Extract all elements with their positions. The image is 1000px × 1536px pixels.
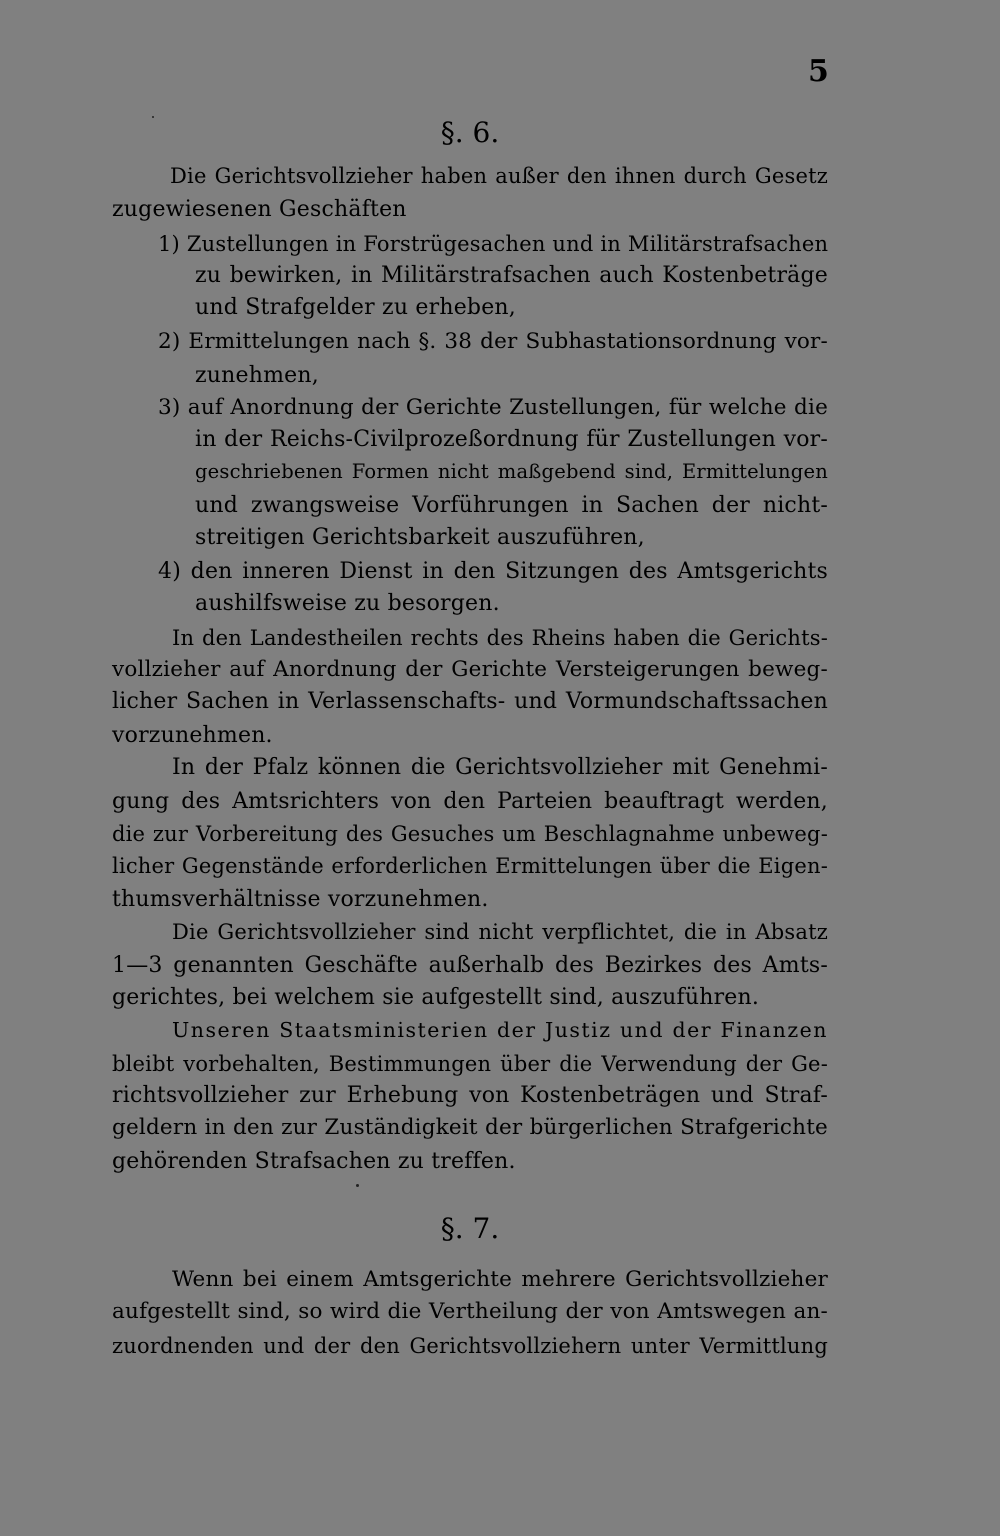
print-speck: [356, 1184, 359, 1187]
section-6-line: in der Reichs-Civilprozeßordnung für Zustellungen vor-: [195, 427, 828, 452]
section-6-line: zunehmen,: [195, 363, 319, 388]
section-6-heading: §. 6.: [440, 116, 500, 149]
section-6-line: 1—3 genannten Geschäfte außerhalb des Bezirkes des Amts-: [112, 953, 828, 978]
section-6-line: licher Gegenstände erforderlichen Ermittelungen über die Eigen-: [112, 854, 828, 878]
section-6-line: Die Gerichtsvollzieher sind nicht verpflichtet, die in Absatz: [172, 920, 828, 944]
section-6-line: streitigen Gerichtsbarkeit auszuführen,: [195, 525, 645, 550]
section-6-line: 4) den inneren Dienst in den Sitzungen des Amtsgerichts: [158, 559, 828, 584]
section-6-line: Unseren Staatsministerien der Justiz und der Finanzen: [172, 1018, 828, 1042]
section-6-line: geschriebenen Formen nicht maßgebend sind, Ermittelungen: [195, 460, 828, 483]
section-6-line: 3) auf Anordnung der Gerichte Zustellungen, für welche die: [158, 395, 828, 420]
section-6-line: und Strafgelder zu erheben,: [195, 295, 516, 320]
section-6-line: 2) Ermittelungen nach §. 38 der Subhastationsordnung vor-: [158, 329, 828, 354]
section-6-line: In den Landestheilen rechts des Rheins haben die Gerichts-: [172, 626, 828, 650]
section-6-line: geldern in den zur Zuständigkeit der bürgerlichen Strafgerichte: [112, 1115, 828, 1140]
page-number: 5: [808, 54, 829, 89]
section-6-line: zugewiesenen Geschäften: [112, 197, 407, 222]
section-6-line: vorzunehmen.: [112, 723, 273, 748]
section-6-line: gung des Amtsrichters von den Parteien beauftragt werden,: [112, 789, 828, 814]
section-6-line: thumsverhältnisse vorzunehmen.: [112, 887, 489, 912]
section-6-line: gehörenden Strafsachen zu treffen.: [112, 1149, 516, 1174]
section-6-line: richtsvollzieher zur Erhebung von Kostenbeträgen und Straf-: [112, 1083, 828, 1108]
section-6-line: In der Pfalz können die Gerichtsvollzieher mit Genehmi-: [172, 755, 828, 780]
section-6-line: Die Gerichtsvollzieher haben außer den ihnen durch Gesetz: [170, 164, 828, 188]
section-6-line: bleibt vorbehalten, Bestimmungen über die Verwendung der Ge-: [112, 1052, 828, 1076]
section-6-line: vollzieher auf Anordnung der Gerichte Versteigerungen beweg-: [112, 657, 828, 682]
section-7-line: aufgestellt sind, so wird die Vertheilung der von Amtswegen an-: [112, 1299, 828, 1324]
section-7-line: Wenn bei einem Amtsgerichte mehrere Gerichtsvollzieher: [172, 1267, 828, 1292]
print-speck: [152, 116, 154, 118]
section-6-line: 1) Zustellungen in Forstrügesachen und in Militärstrafsachen: [158, 232, 829, 256]
section-7-heading: §. 7.: [440, 1212, 500, 1245]
section-7-line: zuordnenden und der den Gerichtsvollziehern unter Vermittlung: [112, 1334, 828, 1358]
section-6-line: zu bewirken, in Militärstrafsachen auch Kostenbeträge: [195, 263, 828, 288]
section-6-line: die zur Vorbereitung des Gesuches um Beschlagnahme unbeweg-: [112, 822, 828, 846]
section-6-line: aushilfsweise zu besorgen.: [195, 591, 500, 616]
section-6-line: licher Sachen in Verlassenschafts- und Vormundschaftssachen: [112, 689, 828, 714]
section-6-line: gerichtes, bei welchem sie aufgestellt sind, auszuführen.: [112, 985, 760, 1010]
section-6-line: und zwangsweise Vorführungen in Sachen der nicht-: [195, 493, 828, 518]
